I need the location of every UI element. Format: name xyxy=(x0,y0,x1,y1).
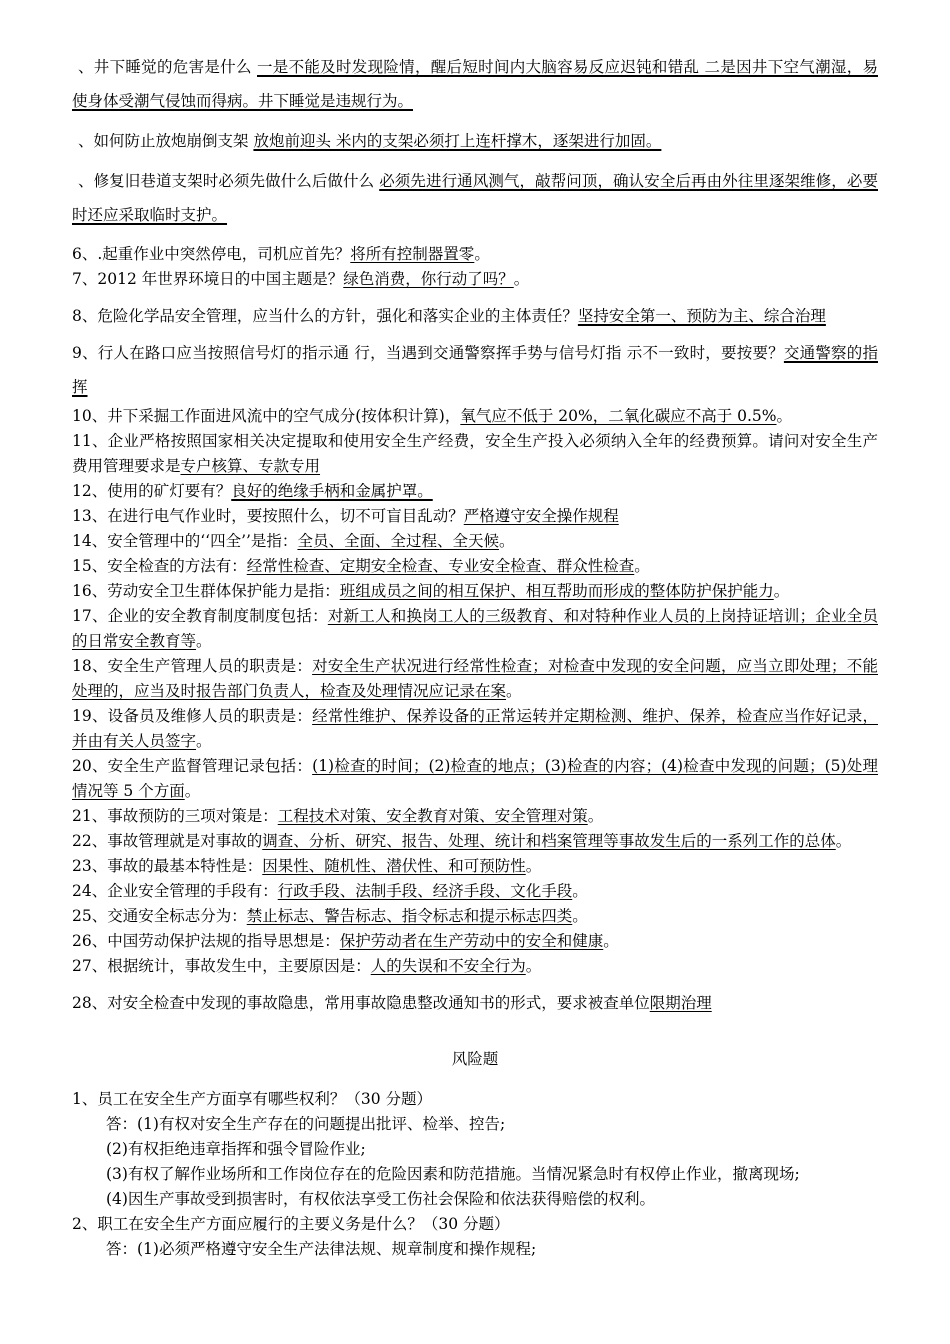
qa-item xyxy=(72,164,878,232)
qa-item xyxy=(72,904,878,929)
qa-item xyxy=(72,829,878,854)
answer-text: 交通警察的指挥 xyxy=(72,344,878,396)
question-text: 24、企业安全管理的手段有： xyxy=(72,882,278,900)
question-text: 、如何防止放炮崩倒支架 xyxy=(78,132,254,150)
answer-text: 经常性检查、定期安全检查、专业安全检查、群众性检查 xyxy=(246,557,635,575)
risk-answer-line: (2)有权拒绝违章指挥和强令冒险作业; xyxy=(106,1139,366,1158)
answer-text: 因果性、随机性、潜伏性、和可预防性 xyxy=(262,857,526,875)
answer-text: 绿色消费，你行动了吗？ xyxy=(343,270,514,288)
answer-tail: 。 xyxy=(506,682,522,700)
answer-text: 必须先进行通风测气，敲帮问顶，确认安全后再由外往里逐架维修，必要时还应采取临时支护。 xyxy=(72,172,878,224)
question-text: 20、安全生产监督管理记录包括： xyxy=(72,757,313,775)
question-text: 、井下睡觉的危害是什么 xyxy=(78,58,257,76)
answer-tail: 。 xyxy=(773,582,790,600)
qa-item xyxy=(72,479,878,504)
qa-item xyxy=(72,429,878,479)
answer-tail: 。 xyxy=(513,270,530,288)
answer-tail: 。 xyxy=(474,245,490,263)
question-text: 19、设备员及维修人员的职责是： xyxy=(72,707,313,725)
question-text: 8、危险化学品安全管理，应当什么的方针，强化和落实企业的主体责任？ xyxy=(72,307,578,325)
answer-text: 调查、分析、研究、报告、处理、统计和档案管理等事故发生后的一系列工作的总体 xyxy=(262,832,836,850)
answer-tail: 。 xyxy=(196,732,212,750)
qa-item xyxy=(72,879,878,904)
question-text: 26、中国劳动保护法规的指导思想是： xyxy=(72,932,340,950)
answer-text: 全员、全面、全过程、全天候 xyxy=(297,532,499,550)
qa-item xyxy=(72,854,878,879)
answer-text: 氧气应不低于 20%，二氧化碳应不高于 0.5% xyxy=(460,407,777,425)
qa-item xyxy=(72,954,878,979)
question-text: 22、事故管理就是对事故的 xyxy=(72,832,263,850)
document-page xyxy=(72,50,878,1262)
question-text: 16、劳动安全卫生群体保护能力是指： xyxy=(72,582,340,600)
answer-text: 班组成员之间的相互保护、相互帮助而形成的整体防护保护能力 xyxy=(339,582,774,600)
answer-text: 良好的绝缘手柄和金属护罩。 xyxy=(231,482,433,500)
answer-text: 行政手段、法制手段、经济手段、文化手段 xyxy=(277,882,573,900)
answer-tail: 。 xyxy=(525,957,542,975)
question-text: 17、企业的安全教育制度制度包括： xyxy=(72,607,328,625)
answer-tail: 。 xyxy=(603,932,619,950)
risk-question: 1、员工在安全生产方面享有哪些权利？（30 分题） xyxy=(72,1089,433,1108)
qa-item xyxy=(72,336,878,404)
risk-answer-line: 答：(1)必须严格遵守安全生产法律法规、规章制度和操作规程; xyxy=(106,1239,537,1258)
qa-item xyxy=(72,804,878,829)
answer-text: 一是不能及时发现险情，醒后短时间内大脑容易反应迟钝和错乱 二是因井下空气潮湿，易使身体受潮气侵蚀而得病。井下睡觉是违规行为。 xyxy=(72,58,878,110)
question-text: 、修复旧巷道支架时必须先做什么后做什么 xyxy=(78,172,380,190)
question-text: 18、安全生产管理人员的职责是： xyxy=(72,657,313,675)
qa-item xyxy=(72,989,878,1017)
question-text: 6、.起重作业中突然停电，司机应首先？ xyxy=(72,245,351,263)
qa-item xyxy=(72,242,878,267)
qa-item xyxy=(72,404,878,429)
answer-text: 放炮前迎头 米内的支架必须打上连杆撑木，逐架进行加固。 xyxy=(253,132,662,150)
qa-item xyxy=(72,754,878,804)
qa-item xyxy=(72,554,878,579)
qa-item xyxy=(72,302,878,330)
qa-item xyxy=(72,529,878,554)
answer-tail: 。 xyxy=(634,557,650,575)
answer-tail: 。 xyxy=(572,907,588,925)
qa-item xyxy=(72,929,878,954)
question-text: 14、安全管理中的‘‘四全’’是指： xyxy=(72,532,298,550)
answer-tail: 。 xyxy=(196,632,212,650)
answer-text: 坚持安全第一、预防为主、综合治理 xyxy=(577,307,826,325)
answer-tail: 。 xyxy=(184,782,201,800)
question-text: 9、行人在路口应当按照信号灯的指示通 行，当遇到交通警察挥手势与信号灯指 示不一致时，要按要？ xyxy=(72,344,784,362)
question-text: 11、企业严格按照国家相关决定提取和使用安全生产经费，安全生产投入必须纳入全年的经费预算。请问对安全生产费用管理要求是 xyxy=(72,432,878,475)
answer-text: 对新工人和换岗工人的三级教育、和对特种作业人员的上岗持证培训；企业全员的日常安全教育等 xyxy=(72,607,878,650)
risk-question: 2、职工在安全生产方面应履行的主要义务是什么？（30 分题） xyxy=(72,1214,510,1233)
answer-text: 限期治理 xyxy=(649,994,712,1012)
question-text: 13、在进行电气作业时，要按照什么，切不可盲目乱动？ xyxy=(72,507,464,525)
qa-item xyxy=(72,504,878,529)
answer-text: (1)检查的时间；(2)检查的地点；(3)检查的内容；(4)检查中发现的问题；(5)处理情况等 5 个方面 xyxy=(72,757,879,800)
question-text: 10、井下采掘工作面进风流中的空气成分(按体积计算)， xyxy=(72,407,461,425)
question-text: 28、对安全检查中发现的事故隐患，常用事故隐患整改通知书的形式，要求被查单位 xyxy=(72,994,650,1012)
risk-answer-line: (4)因生产事故受到损害时，有权依法享受工伤社会保险和依法获得赔偿的权利。 xyxy=(106,1189,655,1208)
section-title: 风险题 xyxy=(451,1050,499,1068)
qa-item xyxy=(72,604,878,654)
answer-text: 保护劳动者在生产劳动中的安全和健康 xyxy=(339,932,604,950)
qa-item xyxy=(72,579,878,604)
answer-text: 人的失误和不安全行为 xyxy=(370,957,526,975)
answer-text: 经常性维护、保养设备的正常运转并定期检测、维护、保养，检查应当作好记录，并由有关人员签字 xyxy=(72,707,878,750)
answer-text: 禁止标志、警告标志、指令标志和提示标志四类 xyxy=(246,907,573,925)
answer-tail: 。 xyxy=(498,532,515,550)
qa-item xyxy=(72,50,878,118)
question-text: 21、事故预防的三项对策是： xyxy=(72,807,278,825)
answer-text: 专户核算、专款专用 xyxy=(180,457,321,475)
question-text: 27、根据统计，事故发生中，主要原因是： xyxy=(72,957,371,975)
answer-tail: 。 xyxy=(572,882,588,900)
qa-item xyxy=(72,267,878,292)
risk-answer-line: (3)有权了解作业场所和工作岗位存在的危险因素和防范措施。当情况紧急时有权停止作业，撤离现场; xyxy=(106,1164,800,1183)
risk-answer-line: 答：(1)有权对安全生产存在的问题提出批评、检举、控告; xyxy=(106,1114,506,1133)
answer-text: 严格遵守安全操作规程 xyxy=(463,507,619,525)
qa-item xyxy=(72,704,878,754)
qa-item xyxy=(72,654,878,704)
question-text: 15、安全检查的方法有： xyxy=(72,557,247,575)
question-text: 25、交通安全标志分为： xyxy=(72,907,247,925)
answer-text: 工程技术对策、安全教育对策、安全管理对策 xyxy=(277,807,588,825)
answer-tail: 。 xyxy=(835,832,852,850)
answer-text: 将所有控制器置零 xyxy=(350,245,475,263)
answer-text: 对安全生产状况进行经常性检查；对检查中发现的安全问题，应当立即处理；不能处理的，应当及时报告部门负责人，检查及处理情况应记录在案 xyxy=(72,657,878,700)
question-text: 12、使用的矿灯要有？ xyxy=(72,482,232,500)
question-text: 23、事故的最基本特性是： xyxy=(72,857,263,875)
qa-item xyxy=(72,124,878,158)
question-text: 7、2012 年世界环境日的中国主题是？ xyxy=(72,270,344,288)
answer-tail: 。 xyxy=(776,407,793,425)
answer-tail: 。 xyxy=(525,857,542,875)
answer-tail: 。 xyxy=(587,807,604,825)
